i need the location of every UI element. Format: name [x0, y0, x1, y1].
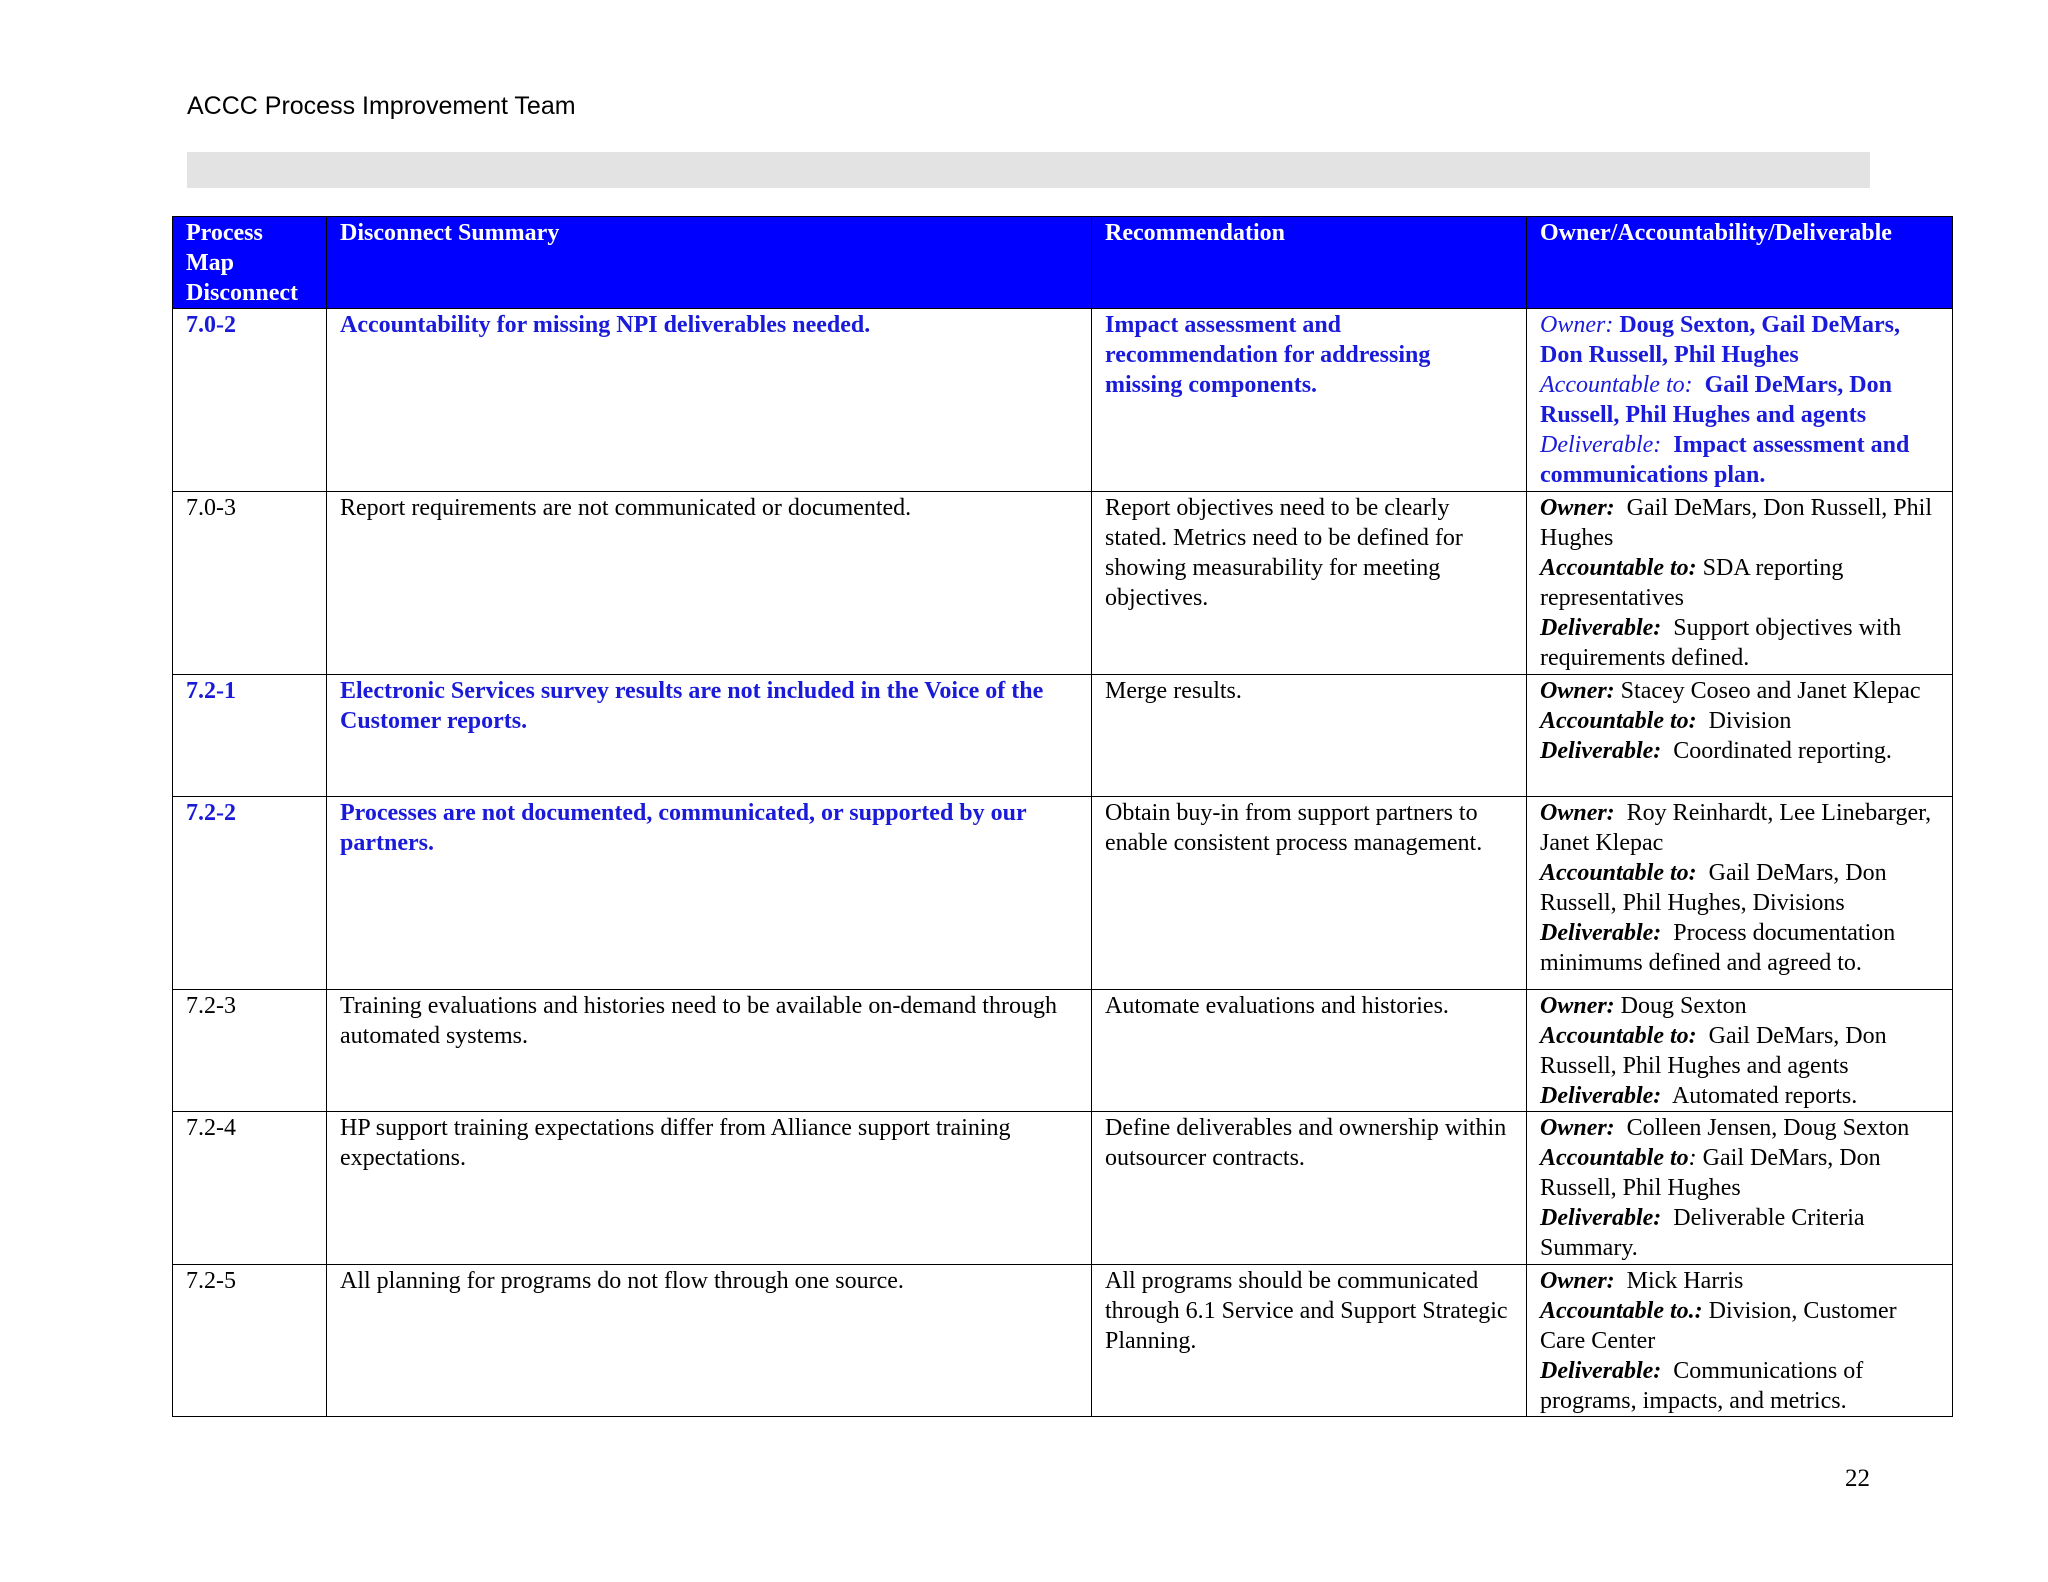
- deliverable-line: [1540, 736, 1939, 766]
- accountable-line: [1540, 1296, 1939, 1356]
- owner-value: Mick Harris: [1626, 1268, 1744, 1294]
- owner-value: Doug Sexton, Gail DeMars, Don Russell, Phil Hughes: [1540, 312, 1900, 368]
- accountable-value: SDA reporting representatives: [1540, 555, 1844, 611]
- deliverable-value: Coordinated reporting.: [1673, 738, 1892, 764]
- owner-value: Stacey Coseo and Janet Klepac: [1620, 678, 1921, 704]
- disconnect-summary: Training evaluations and histories need to be available on-demand through automated systems.: [327, 990, 1092, 1112]
- disconnect-summary: Electronic Services survey results are not included in the Voice of the Customer reports.: [327, 675, 1092, 797]
- accountable-line: [1540, 370, 1939, 430]
- header-divider-band: [187, 152, 1870, 188]
- deliverable-value: Communications of programs, impacts, and metrics.: [1540, 1358, 1864, 1414]
- accountable-label: Accountable to:: [1540, 1023, 1697, 1049]
- disconnect-summary: Accountability for missing NPI deliverables needed.: [327, 309, 1092, 492]
- disconnect-table: [172, 216, 1953, 1417]
- column-header-disconnect-summary: Disconnect Summary: [327, 217, 1092, 309]
- owner-label: Owner:: [1540, 993, 1615, 1019]
- accountable-line: [1540, 1021, 1939, 1081]
- owner-cell: [1527, 990, 1953, 1112]
- recommendation: Merge results.: [1092, 675, 1527, 797]
- disconnect-id: 7.0-2: [173, 309, 327, 492]
- deliverable-line: [1540, 613, 1939, 673]
- accountable-value: Division: [1708, 708, 1792, 734]
- owner-line: [1540, 310, 1939, 370]
- accountable-label: Accountable to:: [1540, 860, 1697, 886]
- owner-label: Owner:: [1540, 312, 1614, 338]
- accountable-value: Division, Customer Care Center: [1540, 1298, 1897, 1354]
- table-header-row: [173, 217, 1953, 309]
- table-row: [173, 990, 1953, 1112]
- deliverable-line: [1540, 1356, 1939, 1416]
- accountable-line: [1540, 706, 1939, 736]
- accountable-label: Accountable to:: [1540, 708, 1697, 734]
- owner-label: Owner:: [1540, 678, 1615, 704]
- disconnect-summary: All planning for programs do not flow through one source.: [327, 1265, 1092, 1417]
- deliverable-label: Deliverable:: [1540, 1205, 1662, 1231]
- table-row: [173, 1265, 1953, 1417]
- disconnect-id: 7.2-4: [173, 1112, 327, 1265]
- table-row: [173, 309, 1953, 492]
- table-row: [173, 675, 1953, 797]
- owner-line: [1540, 991, 1939, 1021]
- owner-label: Owner:: [1540, 1268, 1615, 1294]
- disconnect-id: 7.2-1: [173, 675, 327, 797]
- table-row: [173, 492, 1953, 675]
- disconnect-id: 7.2-3: [173, 990, 327, 1112]
- accountable-line: [1540, 553, 1939, 613]
- accountable-colon: :: [1688, 1145, 1697, 1171]
- accountable-label: Accountable to.:: [1540, 1298, 1703, 1324]
- owner-cell: [1527, 797, 1953, 990]
- accountable-value: Gail DeMars, Don Russell, Phil Hughes, Divisions: [1540, 860, 1887, 916]
- recommendation: Impact assessment and recommendation for addressing missing components.: [1092, 309, 1527, 492]
- disconnect-id: 7.0-3: [173, 492, 327, 675]
- page-number: 22: [1845, 1465, 1870, 1492]
- accountable-label: Accountable to:: [1540, 555, 1697, 581]
- owner-line: [1540, 1113, 1939, 1143]
- deliverable-line: [1540, 430, 1939, 490]
- owner-label: Owner:: [1540, 495, 1615, 521]
- deliverable-line: [1540, 1203, 1939, 1263]
- accountable-value: Gail DeMars, Don Russell, Phil Hughes and agents: [1540, 1023, 1887, 1079]
- deliverable-label: Deliverable:: [1540, 615, 1662, 641]
- owner-cell: [1527, 675, 1953, 797]
- deliverable-label: Deliverable:: [1540, 1083, 1662, 1109]
- owner-value: Doug Sexton: [1620, 993, 1747, 1019]
- deliverable-label: Deliverable:: [1540, 432, 1662, 458]
- accountable-value: Gail DeMars, Don Russell, Phil Hughes and agents: [1540, 372, 1892, 428]
- accountable-line: [1540, 1143, 1939, 1203]
- deliverable-value: Automated reports.: [1671, 1083, 1858, 1109]
- table-row: [173, 797, 1953, 990]
- deliverable-value: Process documentation minimums defined and agreed to.: [1540, 920, 1896, 976]
- recommendation: All programs should be communicated through 6.1 Service and Support Strategic Planning.: [1092, 1265, 1527, 1417]
- owner-cell: [1527, 309, 1953, 492]
- owner-line: [1540, 676, 1939, 706]
- accountable-line: [1540, 858, 1939, 918]
- owner-value: Roy Reinhardt, Lee Linebarger, Janet Klepac: [1540, 800, 1932, 856]
- document-header-title: ACCC Process Improvement Team: [187, 92, 576, 120]
- deliverable-label: Deliverable:: [1540, 1358, 1662, 1384]
- owner-line: [1540, 1266, 1939, 1296]
- owner-line: [1540, 493, 1939, 553]
- disconnect-summary: Report requirements are not communicated or documented.: [327, 492, 1092, 675]
- recommendation: Report objectives need to be clearly stated. Metrics need to be defined for showing measurability for meeting objectives.: [1092, 492, 1527, 675]
- deliverable-label: Deliverable:: [1540, 920, 1662, 946]
- column-header-recommendation: Recommendation: [1092, 217, 1527, 309]
- deliverable-value: Deliverable Criteria Summary.: [1540, 1205, 1865, 1261]
- column-header-owner-accountability-deliverable: Owner/Accountability/Deliverable: [1527, 217, 1953, 309]
- disconnect-summary: Processes are not documented, communicated, or supported by our partners.: [327, 797, 1092, 990]
- owner-value: Colleen Jensen, Doug Sexton: [1626, 1115, 1910, 1141]
- recommendation: Define deliverables and ownership within outsourcer contracts.: [1092, 1112, 1527, 1265]
- disconnect-summary: HP support training expectations differ from Alliance support training expectations.: [327, 1112, 1092, 1265]
- owner-line: [1540, 798, 1939, 858]
- deliverable-value: Support objectives with requirements defined.: [1540, 615, 1902, 671]
- owner-value: Gail DeMars, Don Russell, Phil Hughes: [1540, 495, 1932, 551]
- owner-label: Owner:: [1540, 1115, 1615, 1141]
- owner-label: Owner:: [1540, 800, 1615, 826]
- owner-cell: [1527, 1112, 1953, 1265]
- deliverable-line: [1540, 1081, 1939, 1111]
- table-row: [173, 1112, 1953, 1265]
- recommendation: Automate evaluations and histories.: [1092, 990, 1527, 1112]
- owner-cell: [1527, 492, 1953, 675]
- disconnect-id: 7.2-2: [173, 797, 327, 990]
- column-header-process-map-disconnect: Process Map Disconnect: [173, 217, 327, 309]
- accountable-label: Accountable to: [1540, 1145, 1689, 1171]
- deliverable-line: [1540, 918, 1939, 978]
- deliverable-value: Impact assessment and communications plan.: [1540, 432, 1910, 488]
- recommendation: Obtain buy-in from support partners to enable consistent process management.: [1092, 797, 1527, 990]
- disconnect-id: 7.2-5: [173, 1265, 327, 1417]
- owner-cell: [1527, 1265, 1953, 1417]
- accountable-label: Accountable to:: [1540, 372, 1693, 398]
- deliverable-label: Deliverable:: [1540, 738, 1662, 764]
- accountable-value: Gail DeMars, Don Russell, Phil Hughes: [1540, 1145, 1881, 1201]
